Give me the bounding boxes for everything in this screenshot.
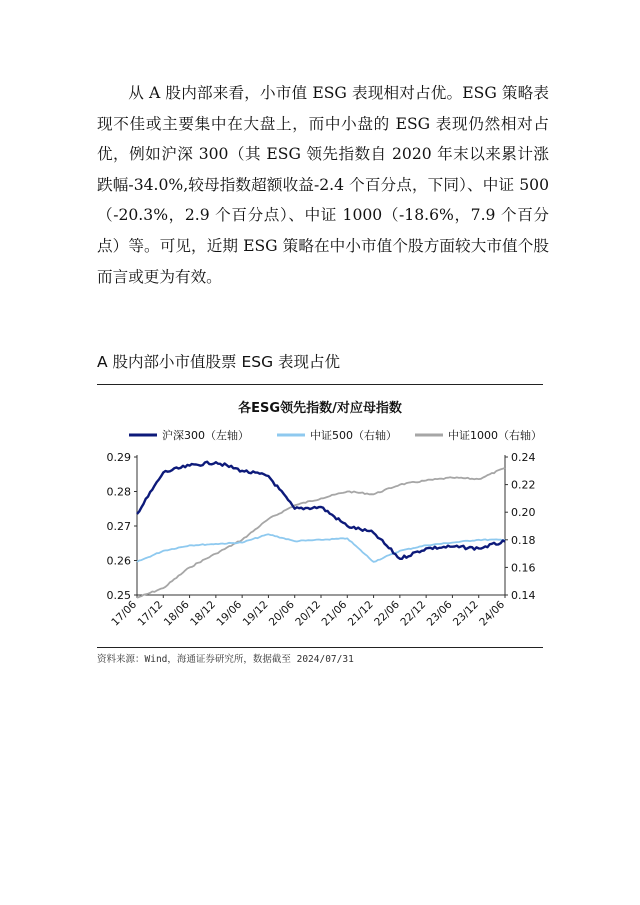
series-line-0: [137, 462, 505, 559]
x-tick-label: 17/12: [135, 598, 166, 629]
source-note: 资料来源：Wind，海通证券研究所，数据截至 2024/07/31: [97, 654, 354, 665]
x-tick-label: 21/12: [345, 598, 376, 629]
x-tick-label: 21/06: [319, 598, 350, 629]
right-tick-label: 0.22: [511, 478, 536, 492]
left-tick-label: 0.28: [106, 485, 131, 499]
legend-label: 中证1000（右轴）: [448, 429, 542, 442]
legend-label: 中证500（右轴）: [310, 429, 397, 442]
right-tick-label: 0.16: [511, 561, 536, 575]
x-tick-label: 20/06: [266, 598, 297, 629]
x-tick-label: 20/12: [293, 598, 324, 629]
x-tick-label: 18/06: [161, 598, 192, 629]
right-tick-label: 0.20: [511, 506, 536, 520]
x-tick-label: 22/12: [398, 598, 429, 629]
series-line-1: [137, 534, 505, 562]
x-tick-label: 24/06: [477, 598, 508, 629]
left-tick-label: 0.29: [106, 451, 131, 464]
left-tick-label: 0.27: [106, 520, 131, 533]
figure-title: A 股内部小市值股票 ESG 表现占优: [97, 353, 341, 371]
chart-title: 各ESG领先指数/对应母指数: [238, 401, 402, 416]
right-tick-label: 0.14: [511, 589, 536, 602]
x-tick-label: 19/06: [214, 598, 245, 629]
chart-lines: [137, 462, 505, 598]
right-tick-label: 0.18: [511, 533, 536, 547]
right-tick-label: 0.24: [511, 451, 536, 464]
body-paragraph: 从 A 股内部来看，小市值 ESG 表现相对占优。ESG 策略表现不佳或主要集中在大盘上，而中小盘的 ESG 表现仍然相对占优，例如沪深 300（其 ESG 领先指数自 2020 年末以来累计涨跌幅-34.0%,较母指数超额收益-2.4 个百分点，下同）、中证 500（-20.3%，2.9 个百分点）、中证 1000（-18.6%，7.9 个百分点）等。可见，近期 ESG 策略在中小市值个股方面较大市值个股而言或更为有效。: [97, 84, 549, 286]
figure-top-rule: [97, 384, 543, 385]
x-tick-label: 19/12: [240, 598, 271, 629]
left-tick-label: 0.25: [106, 589, 131, 602]
x-tick-label: 17/06: [109, 598, 140, 629]
x-tick-label: 23/12: [450, 598, 481, 629]
x-tick-label: 22/06: [372, 598, 402, 629]
x-tick-label: 18/12: [188, 598, 218, 629]
left-tick-label: 0.26: [106, 554, 131, 568]
legend-label: 沪深300（左轴）: [162, 429, 249, 442]
series-line-2: [137, 468, 505, 598]
chart-svg: [97, 386, 543, 644]
figure-bottom-rule: [97, 647, 543, 648]
x-tick-label: 23/06: [424, 598, 455, 629]
chart-legend: [129, 428, 542, 442]
